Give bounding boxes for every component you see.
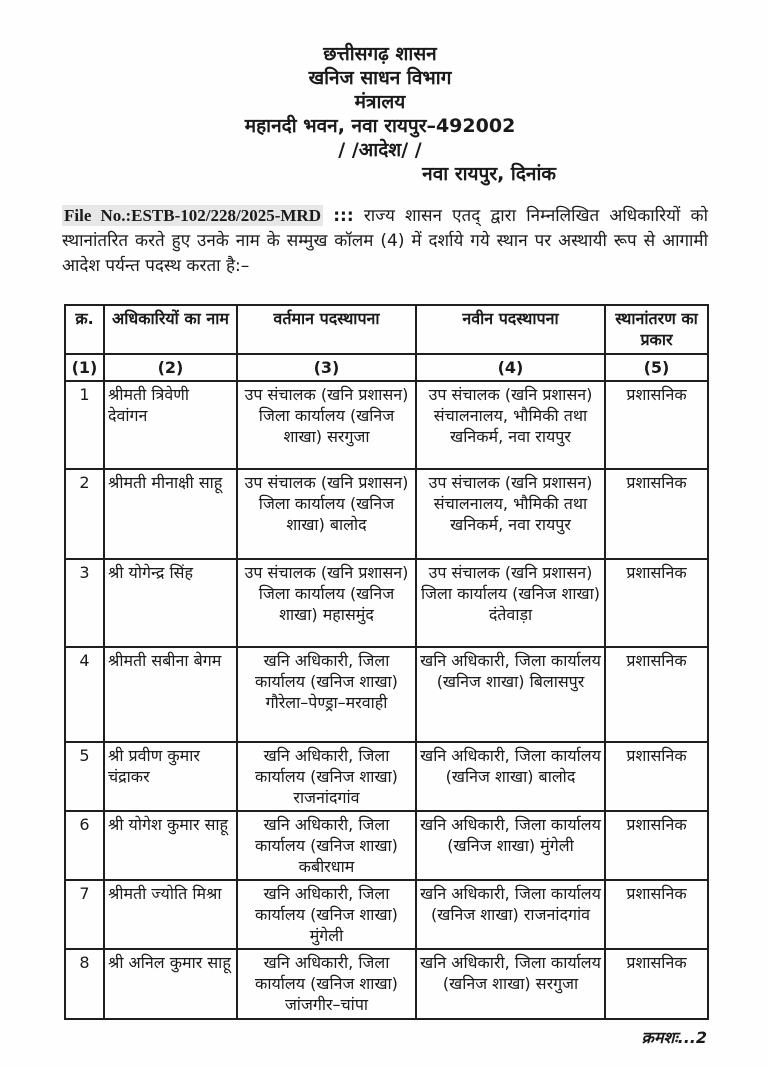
- continuation-marker: क्रमशः...2: [641, 1028, 707, 1047]
- cell-current-posting: खनि अधिकारी, जिला कार्यालय (खनिज शाखा) मुंगेली: [237, 880, 416, 949]
- header-new-posting: नवीन पदस्थापना: [416, 305, 605, 354]
- cell-transfer-type: प्रशासनिक: [605, 880, 708, 949]
- cell-new-posting: खनि अधिकारी, जिला कार्यालय (खनिज शाखा) बिलासपुर: [416, 647, 605, 742]
- cell-transfer-type: प्रशासनिक: [605, 559, 708, 647]
- cell-transfer-type: प्रशासनिक: [605, 381, 708, 469]
- cell-serial: 2: [65, 469, 104, 559]
- table-row: [65, 381, 708, 469]
- cell-new-posting: खनि अधिकारी, जिला कार्यालय (खनिज शाखा) मुंगेली: [416, 811, 605, 880]
- cell-new-posting: खनि अधिकारी, जिला कार्यालय (खनिज शाखा) सरगुजा: [416, 949, 605, 1019]
- cell-transfer-type: प्रशासनिक: [605, 647, 708, 742]
- cell-serial: 8: [65, 949, 104, 1019]
- cell-current-posting: खनि अधिकारी, जिला कार्यालय (खनिज शाखा) राजनांदगांव: [237, 742, 416, 811]
- table-row: [65, 559, 708, 647]
- cell-serial: 3: [65, 559, 104, 647]
- cell-transfer-type: प्रशासनिक: [605, 469, 708, 559]
- cell-serial: 6: [65, 811, 104, 880]
- cell-new-posting: उप संचालक (खनि प्रशासन) संचालनालय, भौमिकी तथा खनिकर्म, नवा रायपुर: [416, 469, 605, 559]
- cell-current-posting: खनि अधिकारी, जिला कार्यालय (खनिज शाखा) जांजगीर–चांपा: [237, 949, 416, 1019]
- cell-current-posting: उप संचालक (खनि प्रशासन) जिला कार्यालय (खनिज शाखा) महासमुंद: [237, 559, 416, 647]
- table-row: [65, 811, 708, 880]
- cell-new-posting: खनि अधिकारी, जिला कार्यालय (खनिज शाखा) बालोद: [416, 742, 605, 811]
- col-number: (1): [65, 354, 104, 381]
- cell-officer-name: श्रीमती त्रिवेणी देवांगन: [104, 381, 237, 469]
- table-row: [65, 949, 708, 1019]
- transfer-table: [64, 304, 709, 1020]
- order-title: / /आदेश/ /: [338, 139, 422, 161]
- cell-current-posting: खनि अधिकारी, जिला कार्यालय (खनिज शाखा) गौरेला–पेण्ड्रा–मरवाही: [237, 647, 416, 742]
- cell-officer-name: श्रीमती ज्योति मिश्रा: [104, 880, 237, 949]
- separator-colons: :::: [333, 206, 354, 226]
- file-number: File No.:ESTB-102/228/2025-MRD: [64, 206, 321, 225]
- cell-officer-name: श्री योगेश कुमार साहू: [104, 811, 237, 880]
- table-header-row: [65, 305, 708, 354]
- header-serial: क्र.: [65, 305, 104, 354]
- col-number: (4): [416, 354, 605, 381]
- cell-serial: 4: [65, 647, 104, 742]
- cell-transfer-type: प्रशासनिक: [605, 811, 708, 880]
- cell-officer-name: श्रीमती सबीना बेगम: [104, 647, 237, 742]
- header-current-posting: वर्तमान पदस्थापना: [237, 305, 416, 354]
- cell-serial: 7: [65, 880, 104, 949]
- col-number: (2): [104, 354, 237, 381]
- column-number-row: [65, 354, 708, 381]
- header-transfer-type: स्थानांतरण का प्रकार: [605, 305, 708, 354]
- header-officer-name: अधिकारियों का नाम: [104, 305, 237, 354]
- government-name: छत्तीसगढ़ शासन: [323, 43, 437, 65]
- cell-transfer-type: प्रशासनिक: [605, 949, 708, 1019]
- cell-serial: 1: [65, 381, 104, 469]
- address-line: महानदी भवन, नवा रायपुर–492002: [244, 115, 516, 137]
- cell-officer-name: श्री अनिल कुमार साहू: [104, 949, 237, 1019]
- cell-new-posting: उप संचालक (खनि प्रशासन) जिला कार्यालय (खनिज शाखा) दंतेवाड़ा: [416, 559, 605, 647]
- cell-transfer-type: प्रशासनिक: [605, 742, 708, 811]
- intro-body-text: राज्य शासन एतद् द्वारा निम्नलिखित अधिकारियों को स्थानांतरित करते हुए उनके नाम के सम्मुख कॉलम (4) में दर्शाये गये स्थान पर अस्थायी रूप से आगामी आदेश पर्यन्त पदस्थ करता है:–: [62, 206, 709, 276]
- cell-current-posting: उप संचालक (खनि प्रशासन) जिला कार्यालय (खनिज शाखा) बालोद: [237, 469, 416, 559]
- letterhead: [0, 0, 760, 162]
- cell-serial: 5: [65, 742, 104, 811]
- cell-officer-name: श्री योगेन्द्र सिंह: [104, 559, 237, 647]
- col-number: (3): [237, 354, 416, 381]
- table-row: [65, 469, 708, 559]
- cell-current-posting: खनि अधिकारी, जिला कार्यालय (खनिज शाखा) कबीरधाम: [237, 811, 416, 880]
- col-number: (5): [605, 354, 708, 381]
- table-row: [65, 742, 708, 811]
- intro-paragraph: [62, 203, 708, 279]
- ministry-line: मंत्रालय: [354, 91, 406, 113]
- cell-officer-name: श्री प्रवीण कुमार चंद्राकर: [104, 742, 237, 811]
- department-name: खनिज साधन विभाग: [308, 67, 452, 89]
- cell-officer-name: श्रीमती मीनाक्षी साहू: [104, 469, 237, 559]
- table-row: [65, 880, 708, 949]
- cell-current-posting: उप संचालक (खनि प्रशासन) जिला कार्यालय (खनिज शाखा) सरगुजा: [237, 381, 416, 469]
- place-date-line: नवा रायपुर, दिनांक: [422, 163, 556, 185]
- cell-new-posting: उप संचालक (खनि प्रशासन) संचालनालय, भौमिकी तथा खनिकर्म, नवा रायपुर: [416, 381, 605, 469]
- cell-new-posting: खनि अधिकारी, जिला कार्यालय (खनिज शाखा) राजनांदगांव: [416, 880, 605, 949]
- table-row: [65, 647, 708, 742]
